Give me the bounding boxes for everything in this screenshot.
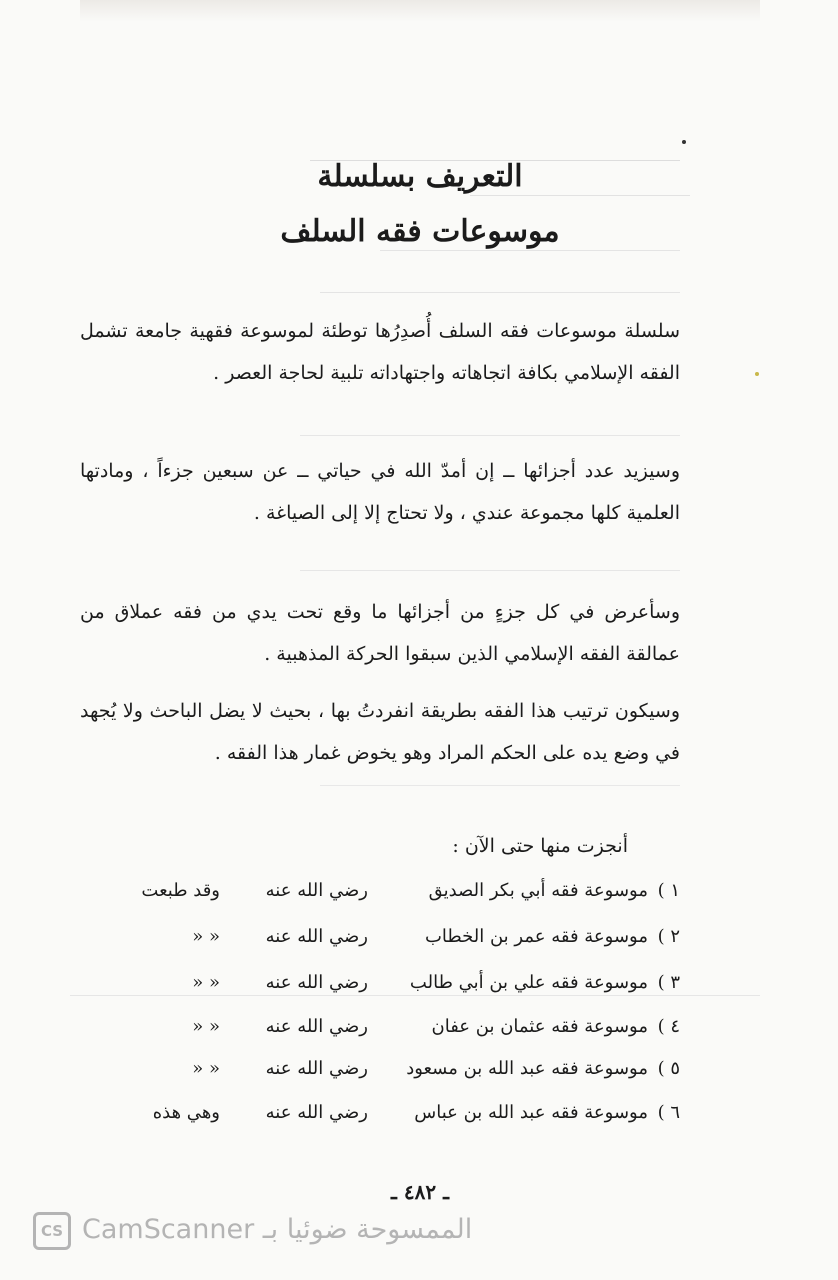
list-item-number: ٢ ) [657, 926, 680, 947]
list-item-title: موسوعة فقه علي بن أبي طالب [409, 972, 648, 993]
list-item-number: ٥ ) [657, 1058, 680, 1079]
list-item-honorific: رضي الله عنه [265, 926, 368, 947]
bleed-through-mark [320, 775, 680, 786]
paragraph-2: وسيزيد عدد أجزائها ــ إن أمدّ الله في حياتي ــ عن سبعين جزءاً ، ومادتها العلمية كلها مجموعة عندي ، ولا تحتاج إلا إلى الصياغة . [80, 460, 680, 524]
list-item [70, 972, 680, 1016]
list-item-status: وهي هذه [152, 1102, 220, 1123]
list-item-honorific: رضي الله عنه [265, 1016, 368, 1037]
scan-speck [682, 140, 686, 144]
heading-line-1: التعريف بسلسلة [317, 159, 523, 194]
list-item-status: وقد طبعت [141, 880, 220, 901]
list-item-title: موسوعة فقه عبد الله بن مسعود [406, 1058, 648, 1079]
list-item-honorific: رضي الله عنه [265, 1058, 368, 1079]
list-item-number: ١ ) [657, 880, 680, 901]
list-item-status: « « [192, 1058, 220, 1079]
scan-speck [755, 372, 759, 376]
camscanner-logo-icon: CS [33, 1212, 71, 1250]
scan-edge-shadow [80, 0, 760, 22]
paragraph-3: وسأعرض في كل جزءٍ من أجزائها ما وقع تحت يدي من فقه عملاق من عمالقة الفقه الإسلامي الذين سبقوا الحركة المذهبية . [80, 601, 680, 665]
list-item-number: ٦ ) [657, 1102, 680, 1123]
bleed-through-mark [300, 560, 680, 571]
list-item [70, 1016, 680, 1060]
list-item-honorific: رضي الله عنه [265, 972, 368, 993]
list-item-status: « « [192, 972, 220, 993]
page-number: ـ ٤٨٢ ـ [391, 1180, 449, 1204]
list-item-status: « « [192, 926, 220, 947]
list-intro: أنجزت منها حتى الآن : [452, 835, 628, 857]
list-item-honorific: رضي الله عنه [265, 880, 368, 901]
bleed-through-mark [320, 282, 680, 293]
list-item-number: ٤ ) [657, 1016, 680, 1037]
bleed-through-mark [300, 425, 680, 436]
camscanner-watermark: الممسوحة ضوئيا بـ CamScanner [82, 1214, 473, 1245]
list-item [70, 1102, 680, 1146]
list-item-number: ٣ ) [657, 972, 680, 993]
heading-line-2: موسوعات فقه السلف [280, 214, 560, 249]
list-item-title: موسوعة فقه عثمان بن عفان [431, 1016, 648, 1037]
list-item-honorific: رضي الله عنه [265, 1102, 368, 1123]
list-item-status: « « [192, 1016, 220, 1037]
paragraph-4: وسيكون ترتيب هذا الفقه بطريقة انفردتُ بها ، بحيث لا يضل الباحث ولا يُجهد في وضع يده على الحكم المراد وهو يخوض غمار هذا الفقه . [80, 700, 680, 764]
list-item-title: موسوعة فقه عبد الله بن عباس [414, 1102, 648, 1123]
list-item [70, 880, 680, 924]
list-item-title: موسوعة فقه أبي بكر الصديق [428, 880, 648, 901]
list-item [70, 1058, 680, 1102]
paragraph-1: سلسلة موسوعات فقه السلف أُصدِرُها توطئة لموسوعة فقهية جامعة تشمل الفقه الإسلامي بكافة اتجاهاته واجتهاداته تلبية لحاجة العصر . [80, 320, 680, 384]
list-item-title: موسوعة فقه عمر بن الخطاب [424, 926, 648, 947]
list-item [70, 926, 680, 970]
